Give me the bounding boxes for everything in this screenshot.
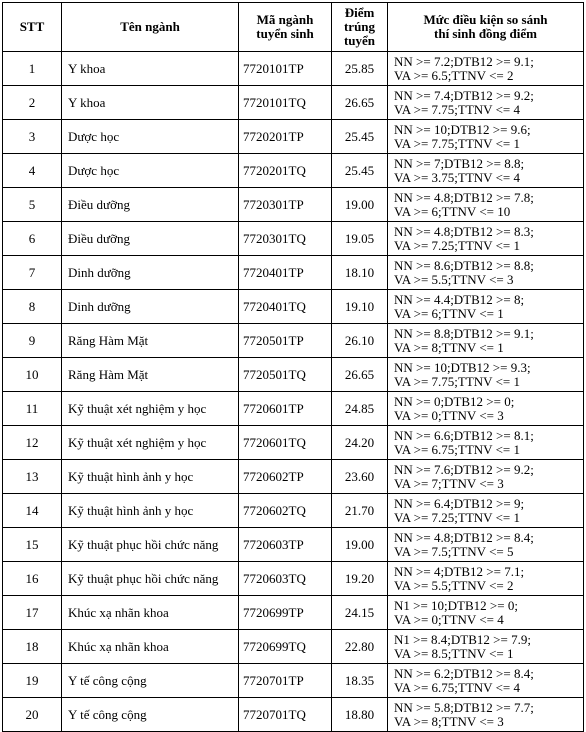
admission-scores-table xyxy=(2,2,584,732)
table-row xyxy=(3,154,584,188)
cell-stt: 14 xyxy=(3,494,62,528)
header-stt: STT xyxy=(3,3,62,52)
cell-admission-score: 24.20 xyxy=(332,426,388,460)
cell-condition-line1: NN >= 4.8;DTB12 >= 8.4; xyxy=(394,529,534,545)
cell-stt: 7 xyxy=(3,256,62,290)
cell-tiebreak-conditions xyxy=(388,494,584,528)
cell-stt: 1 xyxy=(3,52,62,86)
cell-major-code: 7720601TP xyxy=(239,392,332,426)
cell-condition-line2: VA >= 0;TTNV <= 4 xyxy=(394,611,504,627)
cell-condition-line1: N1 >= 10;DTB12 >= 0; xyxy=(394,597,518,613)
cell-tiebreak-conditions xyxy=(388,120,584,154)
cell-condition-line1: NN >= 10;DTB12 >= 9.6; xyxy=(394,121,531,137)
table-row xyxy=(3,290,584,324)
cell-major-name: Y tế công cộng xyxy=(62,664,239,698)
cell-condition-line2: VA >= 0;TTNV <= 3 xyxy=(394,407,504,423)
table-row xyxy=(3,630,584,664)
cell-major-name: Y tế công cộng xyxy=(62,698,239,732)
table-row xyxy=(3,86,584,120)
cell-condition-line1: NN >= 4.4;DTB12 >= 8; xyxy=(394,291,525,307)
cell-tiebreak-conditions xyxy=(388,460,584,494)
cell-major-name: Kỹ thuật xét nghiệm y học xyxy=(62,426,239,460)
table-row xyxy=(3,324,584,358)
header-row xyxy=(3,3,584,52)
cell-tiebreak-conditions xyxy=(388,392,584,426)
cell-stt: 18 xyxy=(3,630,62,664)
cell-condition-line1: NN >= 7;DTB12 >= 8.8; xyxy=(394,155,525,171)
cell-stt: 2 xyxy=(3,86,62,120)
cell-stt: 9 xyxy=(3,324,62,358)
cell-stt: 17 xyxy=(3,596,62,630)
cell-tiebreak-conditions xyxy=(388,86,584,120)
table-row xyxy=(3,698,584,732)
header-major-code xyxy=(239,3,332,52)
cell-tiebreak-conditions xyxy=(388,52,584,86)
cell-stt: 6 xyxy=(3,222,62,256)
cell-condition-line2: VA >= 6.75;TTNV <= 1 xyxy=(394,441,520,457)
cell-tiebreak-conditions xyxy=(388,562,584,596)
cell-major-name: Dinh dưỡng xyxy=(62,256,239,290)
cell-major-code: 7720701TP xyxy=(239,664,332,698)
table-row xyxy=(3,358,584,392)
header-major-name: Tên ngành xyxy=(62,3,239,52)
cell-major-code: 7720602TQ xyxy=(239,494,332,528)
cell-major-code: 7720101TP xyxy=(239,52,332,86)
cell-major-name: Răng Hàm Mặt xyxy=(62,324,239,358)
cell-major-code: 7720201TP xyxy=(239,120,332,154)
cell-tiebreak-conditions xyxy=(388,664,584,698)
cell-admission-score: 26.65 xyxy=(332,358,388,392)
cell-stt: 16 xyxy=(3,562,62,596)
cell-condition-line1: NN >= 6.4;DTB12 >= 9; xyxy=(394,495,525,511)
cell-major-name: Dinh dưỡng xyxy=(62,290,239,324)
cell-major-name: Kỹ thuật hình ảnh y học xyxy=(62,460,239,494)
cell-stt: 8 xyxy=(3,290,62,324)
cell-major-name: Kỹ thuật phục hồi chức năng xyxy=(62,528,239,562)
cell-admission-score: 25.45 xyxy=(332,154,388,188)
cell-admission-score: 19.10 xyxy=(332,290,388,324)
cell-condition-line1: NN >= 0;DTB12 >= 0; xyxy=(394,393,515,409)
header-score-line3: tuyển xyxy=(343,33,376,48)
cell-major-code: 7720699TP xyxy=(239,596,332,630)
header-major-code-line1: Mã ngành xyxy=(256,12,314,27)
table-row xyxy=(3,460,584,494)
header-tiebreak-conditions xyxy=(388,3,584,52)
cell-condition-line1: NN >= 10;DTB12 >= 9.3; xyxy=(394,359,531,375)
cell-condition-line1: NN >= 5.8;DTB12 >= 7.7; xyxy=(394,699,534,715)
table-row xyxy=(3,596,584,630)
cell-admission-score: 23.60 xyxy=(332,460,388,494)
cell-tiebreak-conditions xyxy=(388,426,584,460)
cell-condition-line2: VA >= 3.75;TTNV <= 4 xyxy=(394,169,520,185)
cell-major-name: Điều dưỡng xyxy=(62,188,239,222)
table-row xyxy=(3,426,584,460)
cell-condition-line2: VA >= 8.5;TTNV <= 1 xyxy=(394,645,514,661)
cell-tiebreak-conditions xyxy=(388,256,584,290)
cell-stt: 11 xyxy=(3,392,62,426)
cell-admission-score: 25.45 xyxy=(332,120,388,154)
cell-admission-score: 26.65 xyxy=(332,86,388,120)
cell-major-name: Y khoa xyxy=(62,86,239,120)
cell-admission-score: 18.10 xyxy=(332,256,388,290)
cell-admission-score: 19.20 xyxy=(332,562,388,596)
cell-condition-line1: NN >= 7.2;DTB12 >= 9.1; xyxy=(394,53,534,69)
cell-major-code: 7720301TP xyxy=(239,188,332,222)
cell-stt: 10 xyxy=(3,358,62,392)
cell-condition-line1: NN >= 7.4;DTB12 >= 9.2; xyxy=(394,87,534,103)
cell-major-code: 7720101TQ xyxy=(239,86,332,120)
cell-stt: 5 xyxy=(3,188,62,222)
cell-stt: 4 xyxy=(3,154,62,188)
table-row xyxy=(3,562,584,596)
table-row xyxy=(3,528,584,562)
cell-condition-line1: NN >= 7.6;DTB12 >= 9.2; xyxy=(394,461,534,477)
cell-admission-score: 26.10 xyxy=(332,324,388,358)
cell-major-code: 7720501TP xyxy=(239,324,332,358)
cell-condition-line2: VA >= 8;TTNV <= 1 xyxy=(394,339,504,355)
cell-admission-score: 18.80 xyxy=(332,698,388,732)
cell-condition-line2: VA >= 6.75;TTNV <= 4 xyxy=(394,679,520,695)
cell-major-name: Dược học xyxy=(62,154,239,188)
cell-stt: 15 xyxy=(3,528,62,562)
cell-admission-score: 25.85 xyxy=(332,52,388,86)
header-major-code-line2: tuyển sinh xyxy=(256,26,314,41)
cell-condition-line2: VA >= 6.5;TTNV <= 2 xyxy=(394,67,514,83)
cell-stt: 13 xyxy=(3,460,62,494)
cell-major-name: Răng Hàm Mặt xyxy=(62,358,239,392)
header-score-line1: Điểm xyxy=(344,5,375,20)
cell-tiebreak-conditions xyxy=(388,630,584,664)
cell-admission-score: 24.85 xyxy=(332,392,388,426)
cell-stt: 3 xyxy=(3,120,62,154)
cell-condition-line1: NN >= 4.8;DTB12 >= 8.3; xyxy=(394,223,534,239)
cell-condition-line2: VA >= 5.5;TTNV <= 3 xyxy=(394,271,514,287)
cell-condition-line1: NN >= 4.8;DTB12 >= 7.8; xyxy=(394,189,534,205)
cell-admission-score: 19.05 xyxy=(332,222,388,256)
cell-major-code: 7720602TP xyxy=(239,460,332,494)
cell-condition-line1: NN >= 6.2;DTB12 >= 8.4; xyxy=(394,665,534,681)
cell-condition-line2: VA >= 7.75;TTNV <= 4 xyxy=(394,101,520,117)
cell-major-name: Kỹ thuật xét nghiệm y học xyxy=(62,392,239,426)
cell-tiebreak-conditions xyxy=(388,154,584,188)
cell-condition-line2: VA >= 5.5;TTNV <= 2 xyxy=(394,577,514,593)
cell-admission-score: 21.70 xyxy=(332,494,388,528)
cell-condition-line2: VA >= 7.75;TTNV <= 1 xyxy=(394,135,520,151)
cell-major-name: Kỹ thuật phục hồi chức năng xyxy=(62,562,239,596)
cell-stt: 19 xyxy=(3,664,62,698)
table-row xyxy=(3,120,584,154)
header-admission-score xyxy=(332,3,388,52)
cell-condition-line1: N1 >= 8.4;DTB12 >= 7.9; xyxy=(394,631,531,647)
cell-condition-line2: VA >= 6;TTNV <= 10 xyxy=(394,203,511,219)
table-row xyxy=(3,188,584,222)
cell-major-code: 7720601TQ xyxy=(239,426,332,460)
header-score-line2: trúng xyxy=(343,19,376,34)
table-row xyxy=(3,664,584,698)
cell-admission-score: 19.00 xyxy=(332,528,388,562)
cell-admission-score: 22.80 xyxy=(332,630,388,664)
cell-tiebreak-conditions xyxy=(388,698,584,732)
cell-tiebreak-conditions xyxy=(388,596,584,630)
cell-condition-line1: NN >= 6.6;DTB12 >= 8.1; xyxy=(394,427,534,443)
cell-tiebreak-conditions xyxy=(388,324,584,358)
cell-tiebreak-conditions xyxy=(388,188,584,222)
table-row xyxy=(3,494,584,528)
cell-stt: 12 xyxy=(3,426,62,460)
cell-condition-line1: NN >= 4;DTB12 >= 7.1; xyxy=(394,563,525,579)
cell-condition-line2: VA >= 7;TTNV <= 3 xyxy=(394,475,504,491)
table-row xyxy=(3,256,584,290)
cell-major-code: 7720699TQ xyxy=(239,630,332,664)
cell-condition-line2: VA >= 7.25;TTNV <= 1 xyxy=(394,509,520,525)
cell-major-name: Kỹ thuật hình ảnh y học xyxy=(62,494,239,528)
cell-major-name: Y khoa xyxy=(62,52,239,86)
cell-tiebreak-conditions xyxy=(388,358,584,392)
cell-condition-line2: VA >= 7.25;TTNV <= 1 xyxy=(394,237,520,253)
cell-condition-line2: VA >= 6;TTNV <= 1 xyxy=(394,305,504,321)
cell-condition-line1: NN >= 8.6;DTB12 >= 8.8; xyxy=(394,257,534,273)
table-row xyxy=(3,52,584,86)
cell-major-code: 7720401TQ xyxy=(239,290,332,324)
table-row xyxy=(3,392,584,426)
table-body xyxy=(3,52,584,732)
cell-condition-line1: NN >= 8.8;DTB12 >= 9.1; xyxy=(394,325,534,341)
cell-stt: 20 xyxy=(3,698,62,732)
cell-major-code: 7720401TP xyxy=(239,256,332,290)
header-cond-line1: Mức điều kiện so sánh xyxy=(423,12,548,27)
cell-major-name: Điều dưỡng xyxy=(62,222,239,256)
cell-major-code: 7720603TP xyxy=(239,528,332,562)
cell-major-name: Khúc xạ nhãn khoa xyxy=(62,596,239,630)
cell-major-name: Dược học xyxy=(62,120,239,154)
cell-major-code: 7720201TQ xyxy=(239,154,332,188)
cell-major-code: 7720501TQ xyxy=(239,358,332,392)
cell-tiebreak-conditions xyxy=(388,290,584,324)
cell-condition-line2: VA >= 7.75;TTNV <= 1 xyxy=(394,373,520,389)
cell-condition-line2: VA >= 7.5;TTNV <= 5 xyxy=(394,543,514,559)
cell-admission-score: 18.35 xyxy=(332,664,388,698)
header-cond-line2: thí sinh đồng điểm xyxy=(434,26,537,41)
cell-tiebreak-conditions xyxy=(388,528,584,562)
cell-tiebreak-conditions xyxy=(388,222,584,256)
cell-major-name: Khúc xạ nhãn khoa xyxy=(62,630,239,664)
cell-admission-score: 24.15 xyxy=(332,596,388,630)
cell-major-code: 7720701TQ xyxy=(239,698,332,732)
cell-condition-line2: VA >= 8;TTNV <= 3 xyxy=(394,713,504,729)
cell-admission-score: 19.00 xyxy=(332,188,388,222)
cell-major-code: 7720301TQ xyxy=(239,222,332,256)
table-row xyxy=(3,222,584,256)
table-header xyxy=(3,3,584,52)
cell-major-code: 7720603TQ xyxy=(239,562,332,596)
